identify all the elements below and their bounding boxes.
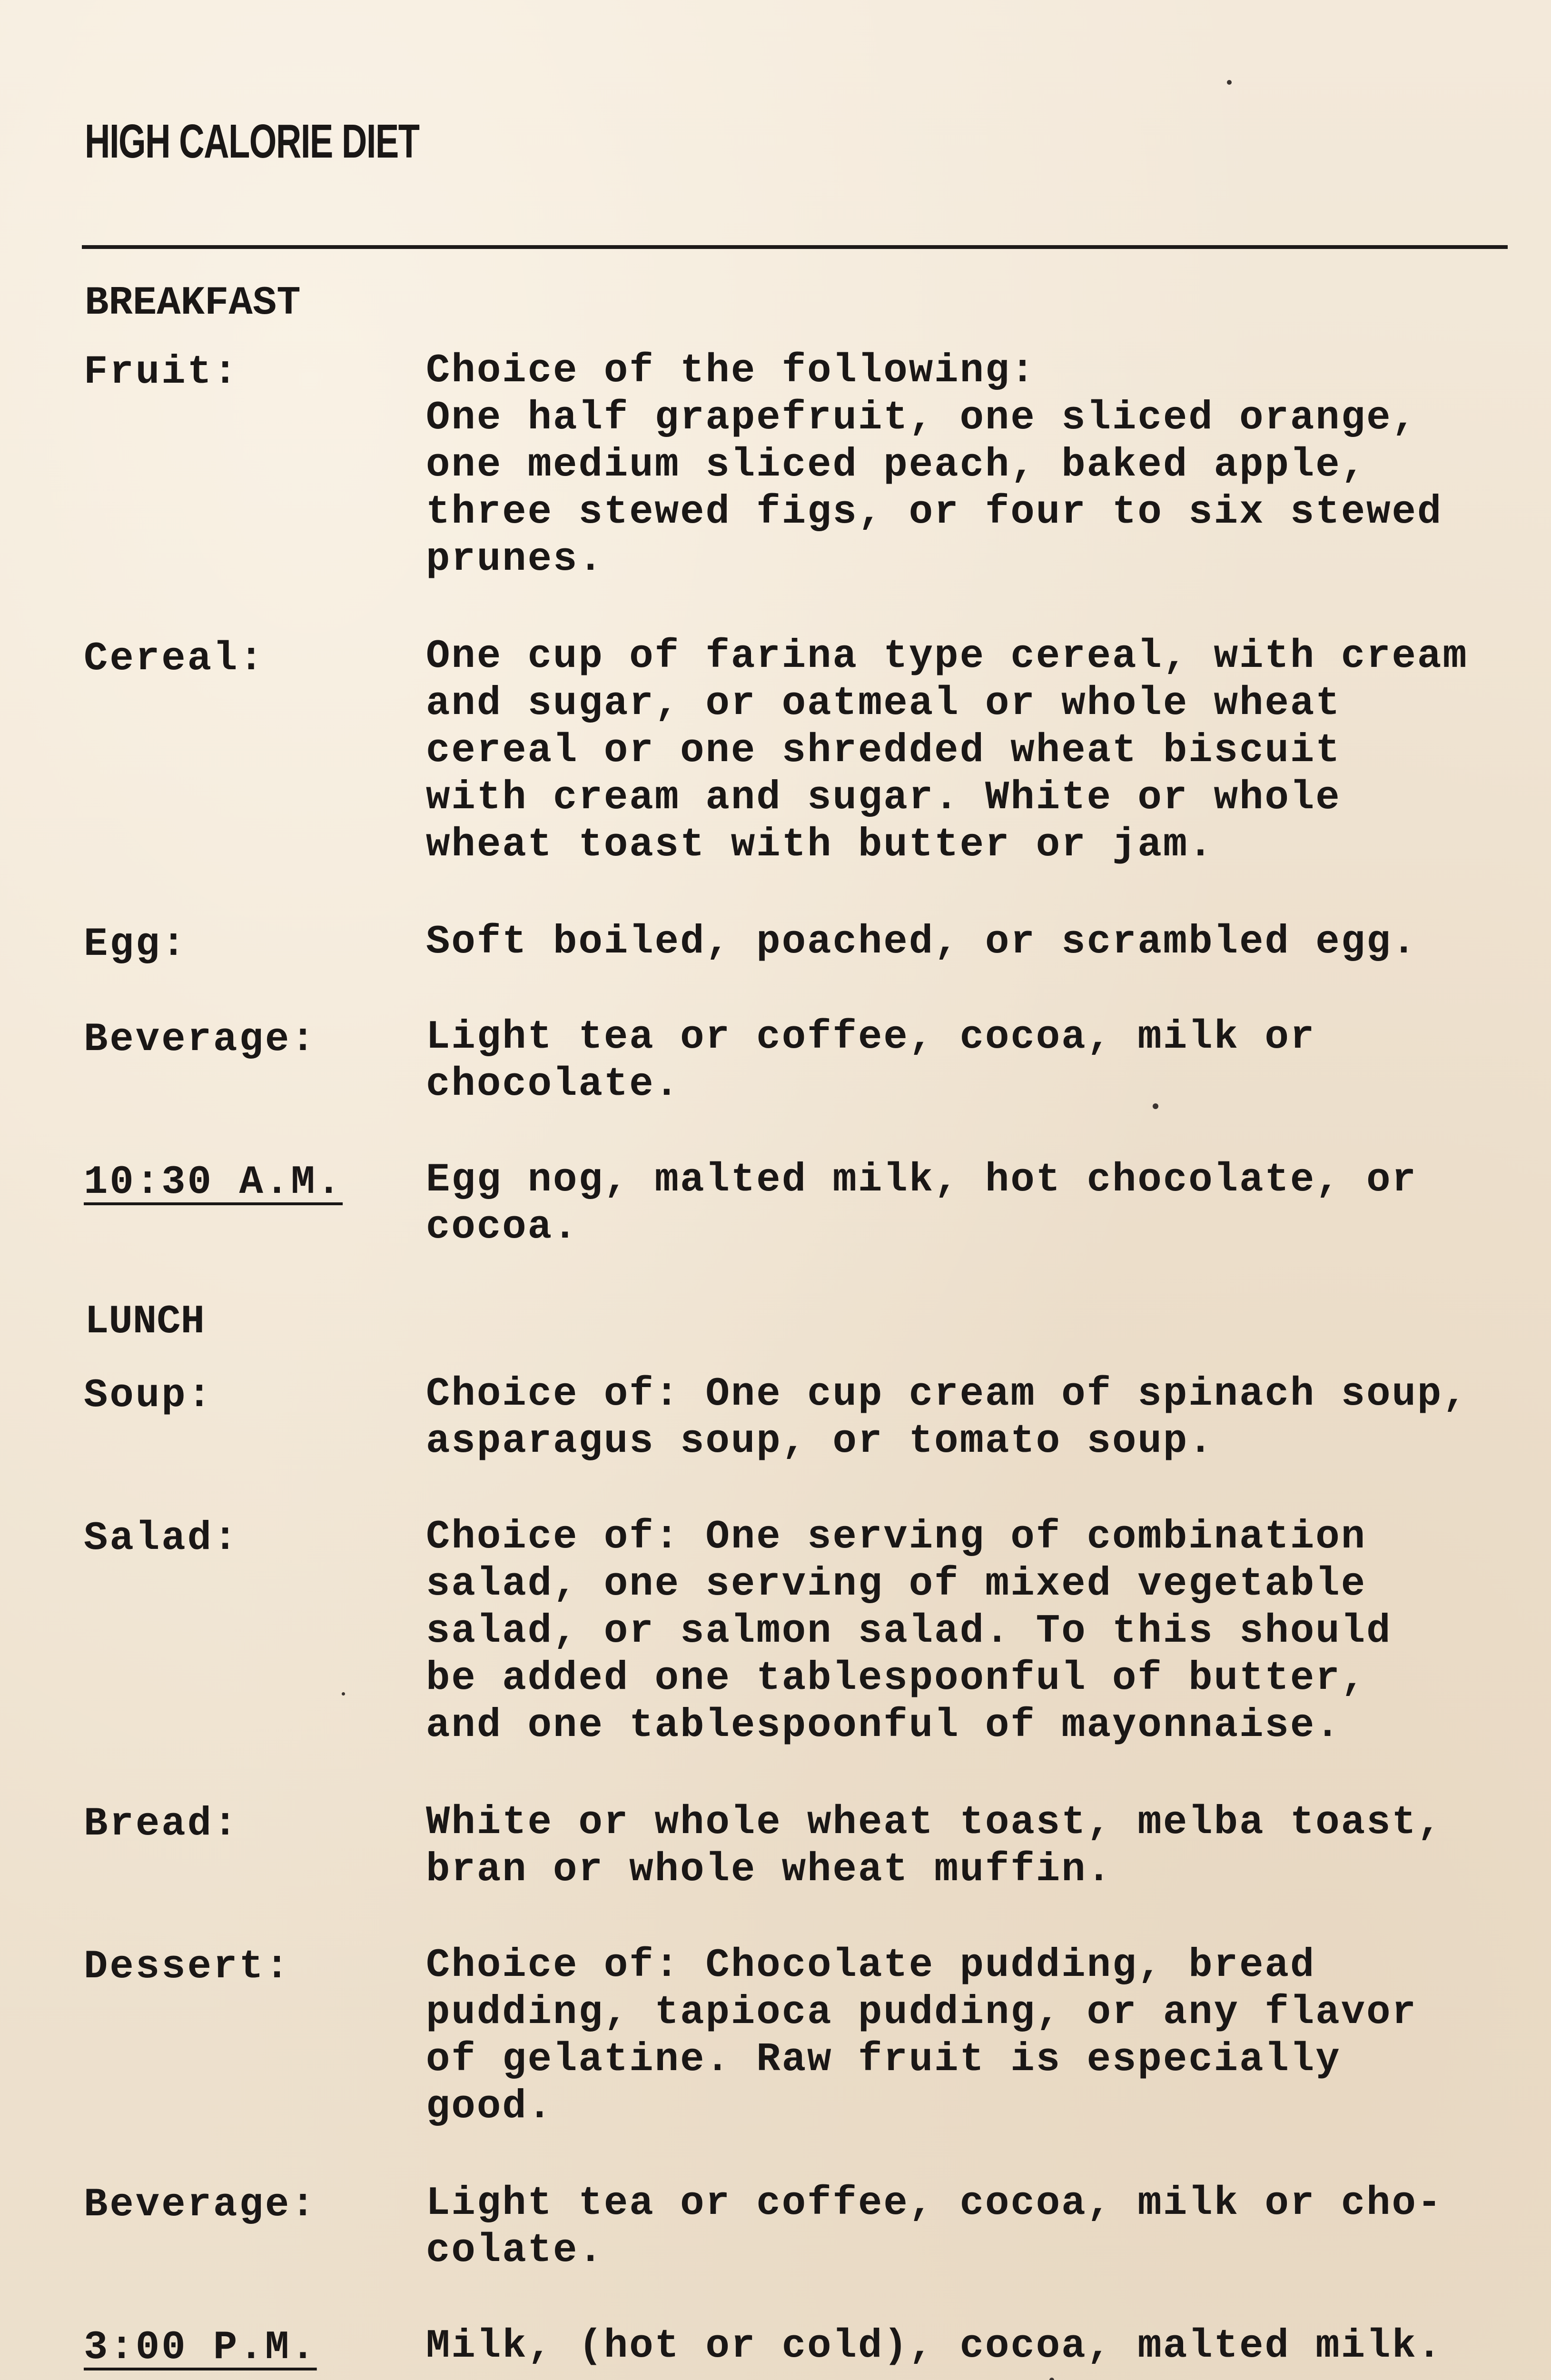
text-line: three stewed figs, or four to six stewed	[426, 490, 1443, 535]
text-line: Choice of: Chocolate pudding, bread	[426, 1943, 1316, 1988]
text-line: good.	[426, 2084, 553, 2130]
text-line: Choice of: One serving of combination	[426, 1515, 1367, 1560]
page-title: HIGH CALORIE DIET	[85, 115, 419, 168]
text-line: One cup of farina type cereal, with cream	[426, 634, 1468, 679]
text-line: be added one tablespoonful of butter,	[426, 1656, 1367, 1701]
entry-text-salad	[426, 1514, 1506, 1749]
entry-text-dessert	[426, 1942, 1506, 2131]
entry-label-1030am: 10:30 A.M.	[84, 1160, 343, 1205]
text-line: salad, one serving of mixed vegetable	[426, 1562, 1367, 1607]
entry-text-300pm	[426, 2323, 1506, 2370]
title-divider	[82, 245, 1508, 249]
paper-speck	[1153, 1103, 1158, 1109]
entry-label-egg: Egg:	[84, 922, 188, 967]
text-line: Light tea or coffee, cocoa, milk or cho-	[426, 2181, 1443, 2226]
text-line: Egg nog, malted milk, hot chocolate, or	[426, 1158, 1417, 1203]
text-line: one medium sliced peach, baked apple,	[426, 443, 1367, 488]
section-heading-lunch: LUNCH	[85, 1299, 205, 1345]
text-line: chocolate.	[426, 1062, 681, 1107]
text-line: Choice of: One cup cream of spinach soup,	[426, 1372, 1468, 1417]
text-line: cocoa.	[426, 1205, 579, 1250]
text-line: with cream and sugar. White or whole	[426, 775, 1341, 821]
text-line: pudding, tapioca pudding, or any flavor	[426, 1990, 1417, 2035]
paper-speck	[1049, 2378, 1054, 2380]
entry-text-egg	[426, 919, 1506, 966]
entry-label-fruit: Fruit:	[84, 350, 239, 395]
text-line: bran or whole wheat muffin.	[426, 1847, 1113, 1893]
text-line: prunes.	[426, 537, 604, 582]
entry-label-dessert: Dessert:	[84, 1944, 291, 1990]
section-heading-breakfast: BREAKFAST	[85, 281, 301, 326]
paper-speck	[1227, 80, 1232, 85]
entry-text-1030am	[426, 1157, 1506, 1251]
text-line: colate.	[426, 2228, 604, 2273]
entry-text-bread	[426, 1799, 1506, 1894]
entry-text-beverage	[426, 1014, 1506, 1108]
entry-label-salad: Salad:	[84, 1516, 239, 1561]
entry-text-cereal	[426, 633, 1506, 869]
text-line: Milk, (hot or cold), cocoa, malted milk.	[426, 2324, 1443, 2369]
text-line: salad, or salmon salad. To this should	[426, 1609, 1392, 1654]
entry-text-soup	[426, 1371, 1506, 1465]
entry-text-fruit	[426, 347, 1506, 583]
text-line: and sugar, or oatmeal or whole wheat	[426, 681, 1341, 726]
text-line: One half grapefruit, one sliced orange,	[426, 396, 1417, 441]
text-line: Soft boiled, poached, or scrambled egg.	[426, 920, 1417, 965]
text-line: Choice of the following:	[426, 348, 1036, 394]
text-line: of gelatine. Raw fruit is especially	[426, 2037, 1341, 2082]
paper-speck	[342, 1692, 345, 1696]
entry-label-bread: Bread:	[84, 1802, 239, 1847]
text-line: Light tea or coffee, cocoa, milk or	[426, 1015, 1316, 1060]
text-line: cereal or one shredded wheat biscuit	[426, 728, 1341, 774]
entry-label-cereal: Cereal:	[84, 636, 265, 682]
entry-label-lunch-beverage: Beverage:	[84, 2182, 317, 2228]
text-line: wheat toast with butter or jam.	[426, 823, 1214, 868]
entry-label-300pm: 3:00 P.M.	[84, 2325, 317, 2370]
text-line: asparagus soup, or tomato soup.	[426, 1419, 1214, 1464]
text-line: White or whole wheat toast, melba toast,	[426, 1800, 1443, 1845]
text-line: and one tablespoonful of mayonnaise.	[426, 1703, 1341, 1748]
entry-label-soup: Soup:	[84, 1373, 214, 1418]
entry-label-beverage: Beverage:	[84, 1017, 317, 1062]
entry-text-lunch-beverage	[426, 2180, 1506, 2274]
